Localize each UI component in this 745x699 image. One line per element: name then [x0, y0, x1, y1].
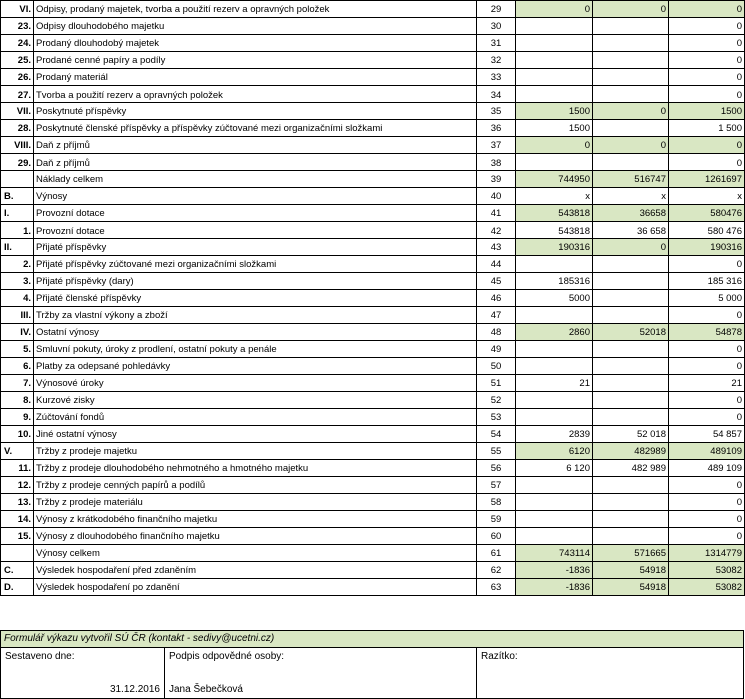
- value-total: 0: [669, 1, 745, 18]
- value-main-activity: [516, 528, 593, 545]
- table-row: [1, 375, 745, 392]
- value-total: 0: [669, 392, 745, 409]
- value-main-activity: 190316: [516, 239, 593, 256]
- value-total: 190316: [669, 239, 745, 256]
- row-number: 31: [477, 35, 516, 52]
- value-main-activity: 6120: [516, 443, 593, 460]
- row-number: 59: [477, 511, 516, 528]
- row-number: 33: [477, 69, 516, 86]
- row-mark: 7.: [1, 375, 34, 392]
- prepared-date: 31.12.2016: [109, 684, 160, 695]
- row-mark: D.: [1, 579, 34, 596]
- value-main-activity: [516, 409, 593, 426]
- value-main-activity: [516, 69, 593, 86]
- signature-name: Jana Šebečková: [169, 684, 243, 695]
- table-row: [1, 443, 745, 460]
- row-label: Smluvní pokuty, úroky z prodlení, ostatní pokuty a penále: [34, 341, 477, 358]
- value-economic-activity: 36 658: [593, 222, 669, 239]
- row-label: Tržby za vlastní výkony a zboží: [34, 307, 477, 324]
- row-label: Poskytnuté příspěvky: [34, 103, 477, 120]
- value-total: 54878: [669, 324, 745, 341]
- value-total: 0: [669, 477, 745, 494]
- row-number: 61: [477, 545, 516, 562]
- value-economic-activity: x: [593, 188, 669, 205]
- value-total: 0: [669, 528, 745, 545]
- row-number: 56: [477, 460, 516, 477]
- row-label: Tržby z prodeje materiálu: [34, 494, 477, 511]
- signature-label: Podpis odpovědné osoby:: [169, 651, 285, 662]
- table-row: [1, 477, 745, 494]
- row-mark: III.: [1, 307, 34, 324]
- value-total: 0: [669, 137, 745, 154]
- row-number: 63: [477, 579, 516, 596]
- table-row: [1, 1, 745, 18]
- value-main-activity: x: [516, 188, 593, 205]
- value-economic-activity: 36658: [593, 205, 669, 222]
- row-mark: 27.: [1, 86, 34, 103]
- value-total: 1500: [669, 103, 745, 120]
- row-label: Výsledek hospodaření po zdanění: [34, 579, 477, 596]
- row-label: Prodaný materiál: [34, 69, 477, 86]
- row-label: Přijaté příspěvky (dary): [34, 273, 477, 290]
- value-economic-activity: [593, 528, 669, 545]
- row-mark: IV.: [1, 324, 34, 341]
- table-row: [1, 86, 745, 103]
- row-mark: VI.: [1, 1, 34, 18]
- value-economic-activity: [593, 52, 669, 69]
- value-main-activity: 0: [516, 1, 593, 18]
- value-main-activity: [516, 35, 593, 52]
- row-label: Odpisy, prodaný majetek, tvorba a použití rezerv a opravných položek: [34, 1, 477, 18]
- value-total: 0: [669, 341, 745, 358]
- row-mark: 3.: [1, 273, 34, 290]
- table-row: [1, 409, 745, 426]
- row-mark: 24.: [1, 35, 34, 52]
- row-number: 49: [477, 341, 516, 358]
- value-total: 53082: [669, 579, 745, 596]
- value-total: 21: [669, 375, 745, 392]
- row-number: 47: [477, 307, 516, 324]
- value-economic-activity: 482989: [593, 443, 669, 460]
- row-label: Výnosové úroky: [34, 375, 477, 392]
- value-main-activity: [516, 256, 593, 273]
- row-label: Přijaté členské příspěvky: [34, 290, 477, 307]
- value-economic-activity: 516747: [593, 171, 669, 188]
- value-economic-activity: 0: [593, 137, 669, 154]
- row-number: 38: [477, 154, 516, 171]
- value-total: 580 476: [669, 222, 745, 239]
- value-main-activity: 6 120: [516, 460, 593, 477]
- row-number: 44: [477, 256, 516, 273]
- row-number: 51: [477, 375, 516, 392]
- value-main-activity: [516, 494, 593, 511]
- value-economic-activity: [593, 35, 669, 52]
- value-total: 0: [669, 307, 745, 324]
- value-main-activity: -1836: [516, 562, 593, 579]
- row-number: 39: [477, 171, 516, 188]
- row-label: Odpisy dlouhodobého majetku: [34, 18, 477, 35]
- value-economic-activity: [593, 18, 669, 35]
- value-main-activity: 21: [516, 375, 593, 392]
- row-mark: II.: [1, 239, 34, 256]
- value-total: 0: [669, 52, 745, 69]
- row-mark: 28.: [1, 120, 34, 137]
- table-body: [1, 1, 745, 596]
- value-economic-activity: 482 989: [593, 460, 669, 477]
- value-main-activity: [516, 18, 593, 35]
- value-economic-activity: 571665: [593, 545, 669, 562]
- table-row: [1, 341, 745, 358]
- table-row: [1, 511, 745, 528]
- row-number: 29: [477, 1, 516, 18]
- table-row: [1, 35, 745, 52]
- row-mark: 25.: [1, 52, 34, 69]
- row-label: Jiné ostatní výnosy: [34, 426, 477, 443]
- row-number: 46: [477, 290, 516, 307]
- row-mark: 1.: [1, 222, 34, 239]
- value-total: 0: [669, 86, 745, 103]
- row-mark: [1, 545, 34, 562]
- table-row: [1, 307, 745, 324]
- value-main-activity: [516, 86, 593, 103]
- value-total: 0: [669, 494, 745, 511]
- row-label: Ostatní výnosy: [34, 324, 477, 341]
- row-label: Daň z příjmů: [34, 137, 477, 154]
- row-mark: B.: [1, 188, 34, 205]
- row-mark: 11.: [1, 460, 34, 477]
- value-main-activity: 743114: [516, 545, 593, 562]
- row-number: 40: [477, 188, 516, 205]
- row-mark: 23.: [1, 18, 34, 35]
- table-row: [1, 545, 745, 562]
- signature-box: [164, 648, 477, 699]
- table-row: [1, 256, 745, 273]
- value-economic-activity: [593, 409, 669, 426]
- row-label: Zúčtování fondů: [34, 409, 477, 426]
- value-total: 54 857: [669, 426, 745, 443]
- row-label: Výnosy z dlouhodobého finančního majetku: [34, 528, 477, 545]
- table-row: [1, 324, 745, 341]
- value-economic-activity: [593, 120, 669, 137]
- row-mark: V.: [1, 443, 34, 460]
- value-economic-activity: [593, 273, 669, 290]
- table-row: [1, 137, 745, 154]
- table-row: [1, 171, 745, 188]
- row-label: Tvorba a použití rezerv a opravných položek: [34, 86, 477, 103]
- value-economic-activity: [593, 256, 669, 273]
- value-total: 489109: [669, 443, 745, 460]
- row-number: 58: [477, 494, 516, 511]
- stamp-label: Razítko:: [481, 651, 518, 662]
- table-row: [1, 239, 745, 256]
- row-label: Daň z příjmů: [34, 154, 477, 171]
- value-economic-activity: [593, 392, 669, 409]
- table-row: [1, 52, 745, 69]
- value-economic-activity: [593, 154, 669, 171]
- table-row: [1, 69, 745, 86]
- row-mark: 13.: [1, 494, 34, 511]
- value-total: 5 000: [669, 290, 745, 307]
- value-economic-activity: [593, 511, 669, 528]
- row-number: 42: [477, 222, 516, 239]
- row-mark: 26.: [1, 69, 34, 86]
- value-total: 489 109: [669, 460, 745, 477]
- value-economic-activity: [593, 494, 669, 511]
- row-number: 34: [477, 86, 516, 103]
- row-mark: 9.: [1, 409, 34, 426]
- value-main-activity: [516, 341, 593, 358]
- value-economic-activity: [593, 69, 669, 86]
- row-label: Tržby z prodeje majetku: [34, 443, 477, 460]
- value-total: 1 500: [669, 120, 745, 137]
- row-label: Provozní dotace: [34, 205, 477, 222]
- value-total: 0: [669, 18, 745, 35]
- prepared-date-box: [0, 648, 165, 699]
- row-mark: 8.: [1, 392, 34, 409]
- row-mark: VII.: [1, 103, 34, 120]
- row-mark: VIII.: [1, 137, 34, 154]
- row-mark: 6.: [1, 358, 34, 375]
- table-row: [1, 426, 745, 443]
- row-label: Tržby z prodeje cenných papírů a podílů: [34, 477, 477, 494]
- value-economic-activity: 0: [593, 1, 669, 18]
- value-economic-activity: 54918: [593, 579, 669, 596]
- value-economic-activity: [593, 307, 669, 324]
- row-label: Kurzové zisky: [34, 392, 477, 409]
- table-row: [1, 494, 745, 511]
- value-total: 53082: [669, 562, 745, 579]
- row-mark: 12.: [1, 477, 34, 494]
- row-number: 48: [477, 324, 516, 341]
- row-number: 60: [477, 528, 516, 545]
- value-total: 1314779: [669, 545, 745, 562]
- row-mark: 2.: [1, 256, 34, 273]
- table-row: [1, 188, 745, 205]
- row-mark: 10.: [1, 426, 34, 443]
- value-main-activity: 2860: [516, 324, 593, 341]
- table-row: [1, 205, 745, 222]
- value-main-activity: 543818: [516, 222, 593, 239]
- table-row: [1, 154, 745, 171]
- value-main-activity: 0: [516, 137, 593, 154]
- row-mark: I.: [1, 205, 34, 222]
- row-label: Přijaté příspěvky: [34, 239, 477, 256]
- row-number: 62: [477, 562, 516, 579]
- table-row: [1, 18, 745, 35]
- row-number: 36: [477, 120, 516, 137]
- table-row: [1, 358, 745, 375]
- table-row: [1, 120, 745, 137]
- value-total: 580476: [669, 205, 745, 222]
- value-main-activity: 543818: [516, 205, 593, 222]
- row-number: 45: [477, 273, 516, 290]
- value-main-activity: -1836: [516, 579, 593, 596]
- row-number: 57: [477, 477, 516, 494]
- value-main-activity: 1500: [516, 120, 593, 137]
- table-row: [1, 460, 745, 477]
- table-row: [1, 579, 745, 596]
- row-mark: 5.: [1, 341, 34, 358]
- value-economic-activity: 0: [593, 103, 669, 120]
- value-total: 0: [669, 358, 745, 375]
- row-number: 54: [477, 426, 516, 443]
- value-total: 1261697: [669, 171, 745, 188]
- table-row: [1, 528, 745, 545]
- row-label: Náklady celkem: [34, 171, 477, 188]
- row-label: Výnosy z krátkodobého finančního majetku: [34, 511, 477, 528]
- value-total: 185 316: [669, 273, 745, 290]
- row-number: 35: [477, 103, 516, 120]
- value-total: 0: [669, 511, 745, 528]
- row-mark: C.: [1, 562, 34, 579]
- row-number: 32: [477, 52, 516, 69]
- value-main-activity: [516, 477, 593, 494]
- value-total: 0: [669, 154, 745, 171]
- value-economic-activity: 0: [593, 239, 669, 256]
- row-number: 43: [477, 239, 516, 256]
- value-main-activity: 2839: [516, 426, 593, 443]
- value-total: x: [669, 188, 745, 205]
- row-mark: [1, 171, 34, 188]
- row-number: 55: [477, 443, 516, 460]
- table-row: [1, 103, 745, 120]
- value-total: 0: [669, 35, 745, 52]
- row-number: 41: [477, 205, 516, 222]
- row-number: 53: [477, 409, 516, 426]
- value-economic-activity: 52 018: [593, 426, 669, 443]
- value-total: 0: [669, 409, 745, 426]
- table-row: [1, 290, 745, 307]
- table-row: [1, 562, 745, 579]
- row-label: Výsledek hospodaření před zdaněním: [34, 562, 477, 579]
- value-total: 0: [669, 256, 745, 273]
- value-economic-activity: 54918: [593, 562, 669, 579]
- value-economic-activity: [593, 341, 669, 358]
- row-mark: 4.: [1, 290, 34, 307]
- row-label: Výnosy celkem: [34, 545, 477, 562]
- value-economic-activity: 52018: [593, 324, 669, 341]
- row-label: Prodaný dlouhodobý majetek: [34, 35, 477, 52]
- row-label: Výnosy: [34, 188, 477, 205]
- table-row: [1, 222, 745, 239]
- stamp-box: [476, 648, 744, 699]
- value-economic-activity: [593, 290, 669, 307]
- row-label: Prodané cenné papíry a podíly: [34, 52, 477, 69]
- row-mark: 14.: [1, 511, 34, 528]
- value-main-activity: [516, 358, 593, 375]
- value-total: 0: [669, 69, 745, 86]
- value-main-activity: [516, 511, 593, 528]
- value-main-activity: [516, 307, 593, 324]
- row-label: Platby za odepsané pohledávky: [34, 358, 477, 375]
- table-row: [1, 273, 745, 290]
- value-main-activity: 1500: [516, 103, 593, 120]
- row-label: Provozní dotace: [34, 222, 477, 239]
- row-number: 52: [477, 392, 516, 409]
- row-number: 30: [477, 18, 516, 35]
- row-mark: 15.: [1, 528, 34, 545]
- value-main-activity: [516, 52, 593, 69]
- row-label: Poskytnuté členské příspěvky a příspěvky zúčtované mezi organizačními složkami: [34, 120, 477, 137]
- value-economic-activity: [593, 375, 669, 392]
- value-economic-activity: [593, 358, 669, 375]
- value-main-activity: 744950: [516, 171, 593, 188]
- row-mark: 29.: [1, 154, 34, 171]
- row-label: Přijaté příspěvky zúčtované mezi organizačními složkami: [34, 256, 477, 273]
- value-main-activity: 185316: [516, 273, 593, 290]
- prepared-label: Sestaveno dne:: [5, 651, 75, 662]
- table-row: [1, 392, 745, 409]
- row-number: 37: [477, 137, 516, 154]
- value-main-activity: [516, 392, 593, 409]
- row-label: Tržby z prodeje dlouhodobého nehmotného a hmotného majetku: [34, 460, 477, 477]
- value-main-activity: 5000: [516, 290, 593, 307]
- form-author-note: Formulář výkazu vytvořil SÚ ČR (kontakt - sedivy@ucetni.cz): [0, 630, 744, 648]
- row-number: 50: [477, 358, 516, 375]
- value-economic-activity: [593, 86, 669, 103]
- value-economic-activity: [593, 477, 669, 494]
- value-main-activity: [516, 154, 593, 171]
